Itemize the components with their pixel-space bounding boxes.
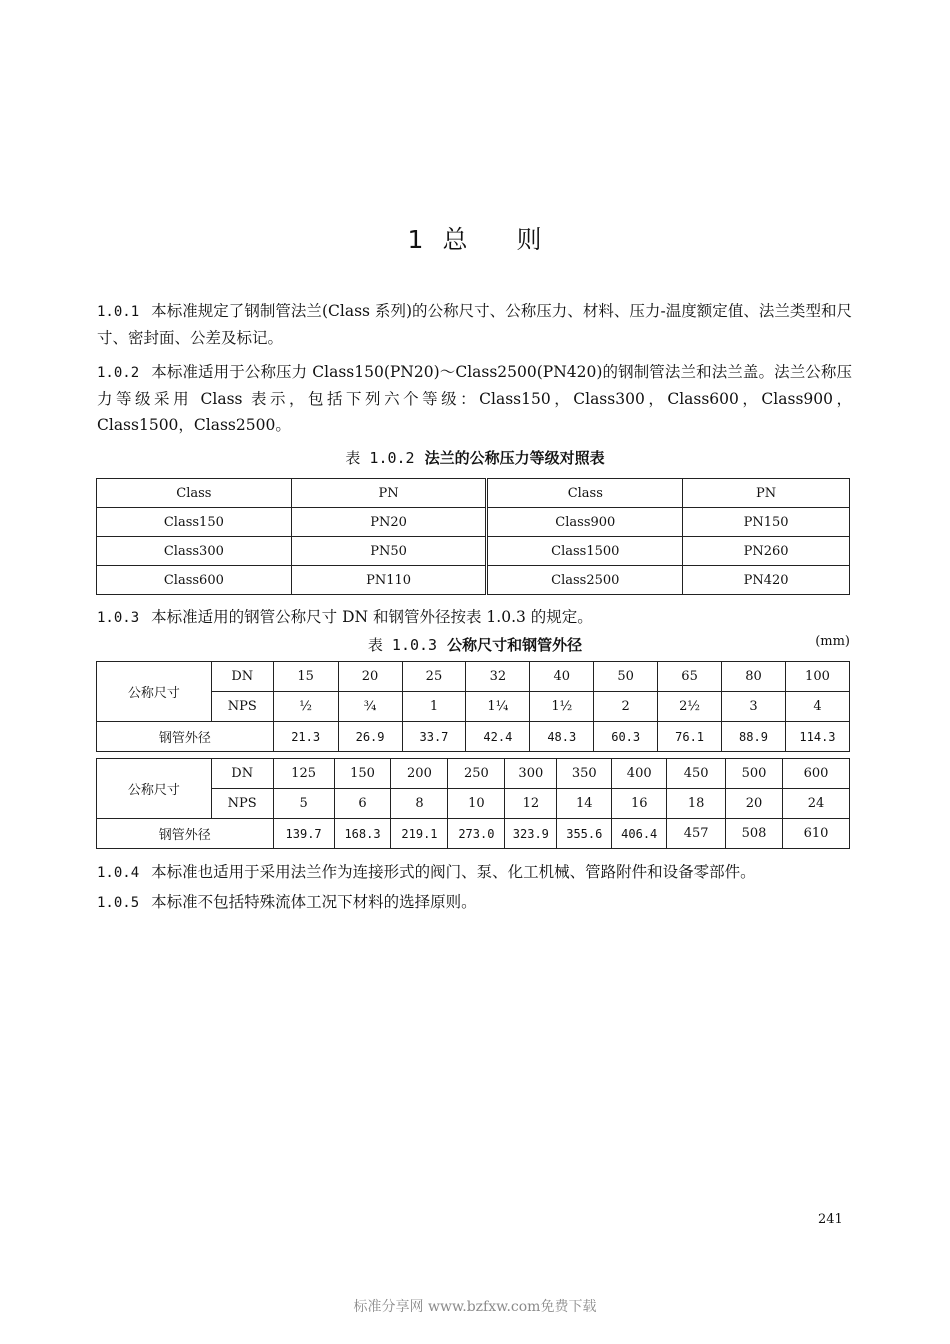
table-cell: PN260 [683, 537, 850, 566]
nps-label: NPS [211, 692, 273, 722]
table-row [97, 508, 850, 537]
table-cell: Class2500 [487, 566, 683, 595]
dn-cell: 20 [338, 662, 402, 692]
table-cell: Class600 [97, 566, 292, 595]
nps-cell: 5 [273, 789, 334, 819]
od-row [97, 722, 850, 752]
chapter-title-char-2: 则 [516, 225, 543, 254]
pipe-od-label: 钢管外径 [97, 722, 274, 752]
od-cell: 508 [726, 819, 783, 849]
table-cell: Class900 [487, 508, 683, 537]
nominal-size-label: 公称尺寸 [97, 662, 212, 722]
od-cell: 76.1 [658, 722, 722, 752]
nps-cell: 1¼ [466, 692, 530, 722]
dn-cell: 450 [667, 759, 726, 789]
dn-cell: 400 [612, 759, 667, 789]
od-cell: 26.9 [338, 722, 402, 752]
paragraph-1-0-5 [97, 889, 852, 916]
dn-cell: 65 [658, 662, 722, 692]
page-number: 241 [818, 1212, 843, 1227]
nps-cell: 20 [726, 789, 783, 819]
paragraph-text: 本标准不包括特殊流体工况下材料的选择原则。 [151, 893, 477, 911]
dn-cell: 500 [726, 759, 783, 789]
od-cell: 139.7 [273, 819, 334, 849]
od-cell: 406.4 [612, 819, 667, 849]
dn-cell: 50 [594, 662, 658, 692]
od-cell: 355.6 [557, 819, 612, 849]
header-cell: Class [487, 479, 683, 508]
paragraph-1-0-4 [97, 859, 852, 886]
nps-cell: 1 [402, 692, 466, 722]
table-cell: PN50 [291, 537, 487, 566]
header-cell: Class [97, 479, 292, 508]
paragraph-1-0-3 [97, 604, 852, 631]
od-cell: 168.3 [334, 819, 391, 849]
header-cell: PN [291, 479, 487, 508]
od-cell: 33.7 [402, 722, 466, 752]
chapter-number: 1 [407, 225, 425, 254]
nps-cell: 2½ [658, 692, 722, 722]
paragraph-1-0-1 [97, 298, 852, 351]
table-header-row [97, 479, 850, 508]
nps-cell: 12 [505, 789, 557, 819]
table-cell: Class1500 [487, 537, 683, 566]
table-1-caption-number: 表 1.0.2 [345, 449, 415, 467]
nps-cell: 1½ [530, 692, 594, 722]
nps-cell: 18 [667, 789, 726, 819]
od-cell: 42.4 [466, 722, 530, 752]
nps-label: NPS [211, 789, 273, 819]
paragraph-1-0-2 [97, 359, 852, 438]
paragraph-text: 本标准也适用于采用法兰作为连接形式的阀门、泵、化工机械、管路附件和设备零部件。 [151, 863, 756, 881]
nps-cell: 3 [722, 692, 786, 722]
nps-cell: 10 [448, 789, 505, 819]
od-cell: 60.3 [594, 722, 658, 752]
dn-cell: 300 [505, 759, 557, 789]
nps-cell: 4 [785, 692, 849, 722]
dn-cell: 32 [466, 662, 530, 692]
dn-cell: 15 [273, 662, 338, 692]
paragraph-text: 本标准适用的钢管公称尺寸 DN 和钢管外径按表 1.0.3 的规定。 [151, 608, 593, 626]
watermark-footer: 标准分享网 www.bzfxw.com免费下载 [353, 1299, 597, 1315]
table-2-caption [0, 634, 950, 655]
table-cell: Class150 [97, 508, 292, 537]
dn-row [97, 759, 850, 789]
dn-cell: 125 [273, 759, 334, 789]
table-row [97, 537, 850, 566]
dn-cell: 600 [783, 759, 850, 789]
nps-cell: 2 [594, 692, 658, 722]
clause-number: 1.0.5 [97, 895, 140, 911]
dn-label: DN [211, 662, 273, 692]
nps-cell: 16 [612, 789, 667, 819]
table-2-caption-number: 表 1.0.3 [367, 636, 438, 654]
chapter-title [0, 220, 950, 256]
table-1-caption [0, 447, 950, 468]
clause-number: 1.0.1 [97, 304, 140, 320]
nominal-size-label: 公称尺寸 [97, 759, 212, 819]
table-1-caption-text: 法兰的公称压力等级对照表 [424, 449, 605, 467]
pipe-od-label: 钢管外径 [97, 819, 274, 849]
table-2-unit: (mm) [815, 634, 850, 649]
pressure-class-table [96, 478, 850, 595]
od-cell: 21.3 [273, 722, 338, 752]
od-cell: 273.0 [448, 819, 505, 849]
dn-cell: 40 [530, 662, 594, 692]
od-cell: 610 [783, 819, 850, 849]
od-row [97, 819, 850, 849]
od-cell: 323.9 [505, 819, 557, 849]
dn-row [97, 662, 850, 692]
dn-cell: 25 [402, 662, 466, 692]
clause-number: 1.0.4 [97, 865, 140, 881]
table-row [97, 566, 850, 595]
header-cell: PN [683, 479, 850, 508]
table-cell: PN420 [683, 566, 850, 595]
dn-cell: 350 [557, 759, 612, 789]
dn-cell: 80 [722, 662, 786, 692]
table-2-caption-text: 公称尺寸和钢管外径 [447, 636, 583, 654]
clause-number: 1.0.3 [97, 610, 140, 626]
nps-cell: 14 [557, 789, 612, 819]
nps-cell: ¾ [338, 692, 402, 722]
nps-cell: 24 [783, 789, 850, 819]
table-cell: PN150 [683, 508, 850, 537]
od-cell: 457 [667, 819, 726, 849]
od-cell: 114.3 [785, 722, 849, 752]
paragraph-text: 本标准适用于公称压力 Class150(PN20)～Class2500(PN420)的钢制管法兰和法兰盖。法兰公称压力等级采用 Class 表示，包括下列六个等级：Class150，Class300，Class600，Class900，Class1500，Class2500。 [97, 363, 852, 434]
table-cell: PN20 [291, 508, 487, 537]
chapter-title-char-1: 总 [442, 225, 469, 254]
dn-cell: 200 [391, 759, 448, 789]
od-cell: 48.3 [530, 722, 594, 752]
table-cell: Class300 [97, 537, 292, 566]
od-cell: 219.1 [391, 819, 448, 849]
dn-cell: 100 [785, 662, 849, 692]
od-cell: 88.9 [722, 722, 786, 752]
table-cell: PN110 [291, 566, 487, 595]
dn-label: DN [211, 759, 273, 789]
nps-cell: 8 [391, 789, 448, 819]
nps-cell: ½ [273, 692, 338, 722]
pipe-size-table-part-1 [96, 661, 850, 752]
paragraph-text: 本标准规定了钢制管法兰(Class 系列)的公称尺寸、公称压力、材料、压力-温度额定值、法兰类型和尺寸、密封面、公差及标记。 [97, 302, 852, 347]
nps-cell: 6 [334, 789, 391, 819]
pipe-size-table-part-2 [96, 758, 850, 849]
dn-cell: 150 [334, 759, 391, 789]
clause-number: 1.0.2 [97, 365, 140, 381]
dn-cell: 250 [448, 759, 505, 789]
